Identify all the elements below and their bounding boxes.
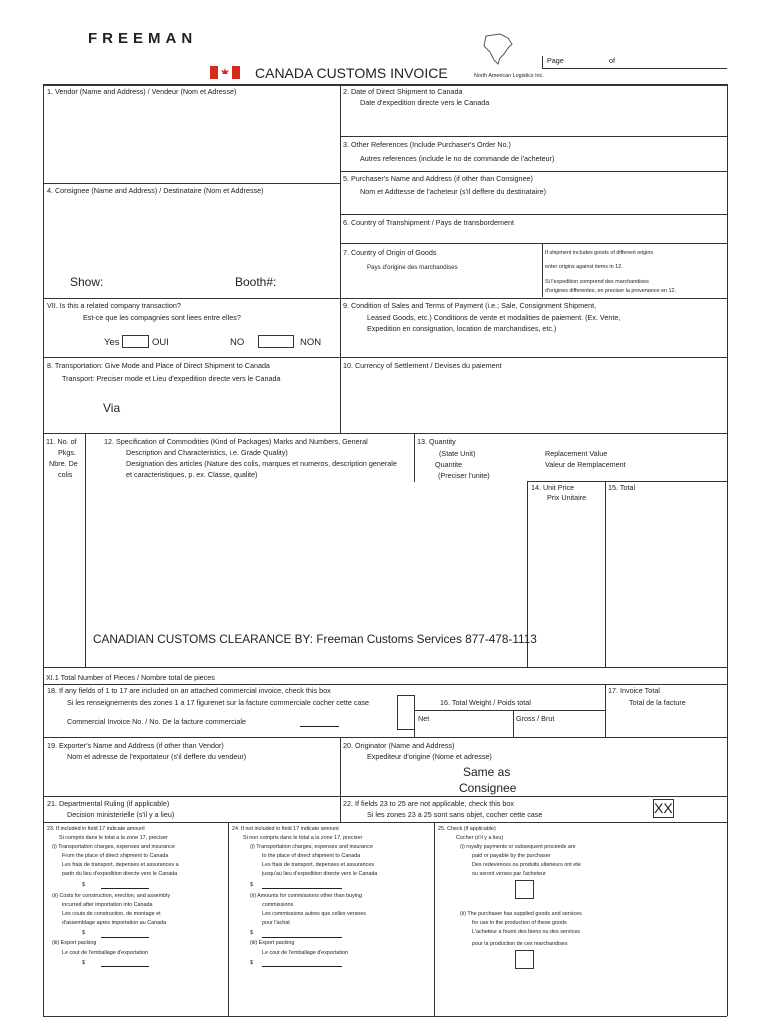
f12-l1: 12. Specification of Commodities (Kind of Packages) Marks and Numbers, General [104, 437, 368, 446]
f9-label: 9. Condition of Sales and Terms of Payment (i.e.; Sale, Consignment Shipment, [343, 301, 597, 310]
f24-l11: (iii) Export packing [250, 940, 295, 946]
f12-l2: Description and Characteristics, i.e. Grade Quality) [126, 448, 288, 457]
show-label: Show: [70, 275, 104, 289]
f22-mark: XX [654, 800, 673, 816]
f23-l10: d'assemblage apres importation au Canada [62, 920, 167, 926]
f23-amount-3[interactable] [101, 966, 149, 967]
f17-l2: Total de la facture [629, 698, 686, 707]
f23-l6: partir du lieu d'expedition directe vers le Canada [62, 871, 178, 877]
f24-l10: pour l'achat [262, 920, 290, 926]
f24-l5: Les frais de transport, depenses et assurances [262, 862, 375, 868]
booth-label: Booth#: [235, 275, 277, 289]
f15-l1: 15. Total [608, 483, 636, 492]
f25-l1: 25. Check (if applicable) [438, 826, 496, 832]
f6-label: 6. Country of Transhipment / Pays de transbordement [343, 218, 514, 227]
f7-label: 7. Country of Origin of Goods [343, 248, 437, 257]
f1-vendor-label: 1. Vendor (Name and Address) / Vendeur (Nom et Adresse) [47, 87, 237, 96]
f2-fr: Date d'expedition directe vers le Canada [360, 98, 490, 107]
f24-l8: commissions [262, 902, 294, 908]
f23-l1: 23. If included in field 17 indicate amount [47, 826, 145, 832]
f11-l4: colis [58, 470, 73, 479]
f23-amount-2[interactable] [101, 937, 149, 938]
f9-l2: Leased Goods, etc.) Conditions de vente et modalities de paiement. (Ex. Vente, [367, 313, 621, 322]
f25-l7: (ii) The purchaser has supplied goods and services [460, 911, 582, 917]
f23-amount-1[interactable] [101, 888, 149, 889]
f21-l1: 21. Departmental Ruling (if applicable) [47, 799, 170, 808]
f25-l10: pour la production de ces marchandises [472, 941, 568, 947]
f19-l2: Nom et adresse de l'exportateur (s'il deffere du vendeur) [67, 752, 247, 761]
f24-l4: to the place of direct shipment to Canada [262, 853, 361, 859]
f23-l4: From the place of direct shipment to Canada [62, 853, 169, 859]
f25-l9: L'acheteur a fourni des biens ou des services [472, 929, 581, 935]
f20-l1: 20. Originator (Name and Address) [343, 741, 455, 750]
f12-l3: Designation des articles (Nature des colis, marques et numeros, description generale [126, 459, 397, 468]
f23-l12: Le cout de l'emballage d'exportation [62, 950, 148, 956]
f22-l1: 22. If fields 23 to 25 are not applicable, check this box [343, 799, 515, 808]
f23-dollar-2: $ [82, 930, 85, 936]
f7-note-1: If shipment includes goods of different origins [545, 250, 654, 256]
f25-l5: Des redevences ou produits ulterieurs ont ete [472, 862, 581, 868]
f25-l8: for use in the production of these goods [472, 920, 567, 926]
replacement-value-fr: Valeur de Remplacement [545, 460, 626, 469]
non-checkbox[interactable] [258, 335, 294, 348]
form-title: CANADA CUSTOMS INVOICE [255, 65, 448, 81]
originator-line1: Same as [463, 765, 511, 779]
f2-label: 2. Date of Direct Shipment to Canada [343, 87, 463, 96]
f25-checkbox-2[interactable] [515, 950, 534, 969]
f21-l2: Decision ministerielle (s'il y a lieu) [67, 810, 175, 819]
f11-l3: Nbre. De [49, 459, 78, 468]
f16-label: 16. Total Weight / Poids total [440, 698, 531, 707]
f10-label: 10. Currency of Settlement / Devises du paiement [343, 361, 502, 370]
f24-amount-1[interactable] [262, 888, 342, 889]
f13-l2: (State Unit) [439, 449, 476, 458]
f8-fr: Transport: Preciser mode et Lieu d'expedition directe vers le Canada [62, 374, 281, 383]
f24-l2: Si non compris dans le total a la zone 17, preciser [243, 835, 363, 841]
f11-l2: Pkgs. [58, 448, 76, 457]
f25-l2: Cocher (s'il y a lieu) [456, 835, 504, 841]
f17-l1: 17. Invoice Total [608, 686, 660, 695]
f18-checkbox[interactable] [397, 695, 415, 730]
f4-consignee-label: 4. Consignee (Name and Address) / Destinataire (Nom et Addresse) [47, 186, 264, 195]
f7-note-2: enter origins against items in 12. [545, 264, 623, 270]
f13-l1: 13. Quantity [417, 437, 456, 446]
f13-l3: Quantite [435, 460, 463, 469]
f24-dollar-3: $ [250, 960, 253, 966]
f24-amount-3[interactable] [262, 966, 342, 967]
f23-l9: Les couts de construction, de montage et [62, 911, 161, 917]
brand: FREEMAN [88, 30, 198, 47]
clearance-text: CANADIAN CUSTOMS CLEARANCE BY: Freeman Customs Services 877-478-1113 [93, 632, 537, 646]
f24-l6: jusqu'au lieu d'expedition directe vers le Canada [262, 871, 378, 877]
f24-l7: (ii) Amounts for commissions other than buying [250, 893, 363, 899]
f3-label: 3. Other References (Include Purchaser's Order No.) [343, 140, 511, 149]
of-label: of [609, 56, 615, 65]
page-label: Page [547, 56, 564, 65]
f25-checkbox-1[interactable] [515, 880, 534, 899]
f24-l1: 24. If not included in field 17 indicate amount [232, 826, 339, 832]
net-label: Net [418, 714, 430, 723]
oui-label: OUI [152, 337, 169, 348]
f25-l3: (i) royalty payments or subsequent proceeds are [460, 844, 576, 850]
f25-l4: paid or payable by the purchaser [472, 853, 551, 859]
f23-l7: (ii) Costs for construction, erection, and assembly [52, 893, 171, 899]
f18-l3: Commercial Invoice No. / No. De la facture commerciale [67, 717, 246, 726]
page-field[interactable] [542, 56, 727, 68]
commercial-invoice-field[interactable] [300, 726, 339, 727]
f7-note-3: Si l'expedition comprend des marchandises [545, 279, 649, 285]
f11-l1: 11. No. of [46, 437, 77, 446]
f13-l4: (Preciser l'unite) [438, 471, 490, 480]
f23-dollar-1: $ [82, 882, 85, 888]
f24-l9: Les commissions autres que celles versees [262, 911, 366, 917]
oui-checkbox[interactable] [122, 335, 149, 348]
replacement-value: Replacement Value [545, 449, 608, 458]
f18-l1: 18. If any fields of 1 to 17 are included on an attached commercial invoice, check this box [47, 686, 331, 695]
f7-fr: Pays d'origine des marchandises [367, 264, 458, 271]
f24-l12: Le cout de l'emballage d'exportation [262, 950, 348, 956]
f23-l8: incurred after importation into Canada [62, 902, 153, 908]
f25-l6: ou seront verses par l'acheteur [472, 871, 546, 877]
f23-l2: Si compris dans le total a la zone 17, preciser [59, 835, 168, 841]
non-label: NON [300, 337, 322, 348]
logo-text: North American Logistics Inc. [474, 73, 544, 79]
f9-l3: Expedition en consignation, location de marchandises, etc.) [367, 324, 557, 333]
f22-l2: Si les zones 23 a 25 sont sans objet, cocher cette case [367, 810, 543, 819]
f7-note-4: d'origines differentes, en preciser la provenance en 12. [545, 288, 676, 294]
f3-fr: Autres references (include le no de commande de l'acheteur) [360, 154, 555, 163]
f8-label: 8. Transportation: Give Mode and Place of Direct Shipment to Canada [47, 361, 270, 370]
f20-l2: Expediteur d'origine (Nome et adresse) [367, 752, 492, 761]
f12-l4: et caracteristiques, p. ex. Classe, qualite) [126, 470, 258, 479]
xi-label: XI.1 Total Number of Pieces / Nombre total de pieces [46, 673, 215, 682]
f23-l5: Les frais de transport, depenses et assurances a [62, 862, 179, 868]
canada-flag-icon [210, 66, 240, 79]
f24-amount-2[interactable] [262, 937, 342, 938]
f19-l1: 19. Exporter's Name and Address (if other than Vendor) [47, 741, 224, 750]
f14-l1: 14. Unit Price [531, 483, 575, 492]
vii-fr: Est-ce que les compagnies sont liees entre elles? [83, 313, 241, 322]
f5-fr: Nom et Addtesse de l'acheteur (s'il deffere du destinataire) [360, 187, 546, 196]
f14-l2: Prix Unitaire [547, 493, 587, 502]
gross-label: Gross / Brut [516, 714, 555, 723]
f24-dollar-2: $ [250, 930, 253, 936]
f23-dollar-3: $ [82, 960, 85, 966]
via-label: Via [103, 401, 121, 415]
no-label: NO [230, 337, 245, 348]
yes-label: Yes [104, 337, 120, 348]
f5-label: 5. Purchaser's Name and Address (if other than Consignee) [343, 174, 533, 183]
originator-line2: Consignee [459, 781, 517, 795]
vii-label: VII. Is this a related company transaction? [47, 301, 181, 310]
north-america-logo-icon [478, 30, 518, 70]
f23-l3: (i) Transportation charges, expenses and insurance [52, 844, 175, 850]
f24-dollar-1: $ [250, 882, 253, 888]
f24-l3: (i) Transportation charges, expenses and insurance [250, 844, 373, 850]
f23-l11: (iii) Export packing [52, 940, 97, 946]
f18-l2: Si les renseignements des zones 1 a 17 figurenet sur la facture commerciale cocher cette case [67, 698, 370, 707]
